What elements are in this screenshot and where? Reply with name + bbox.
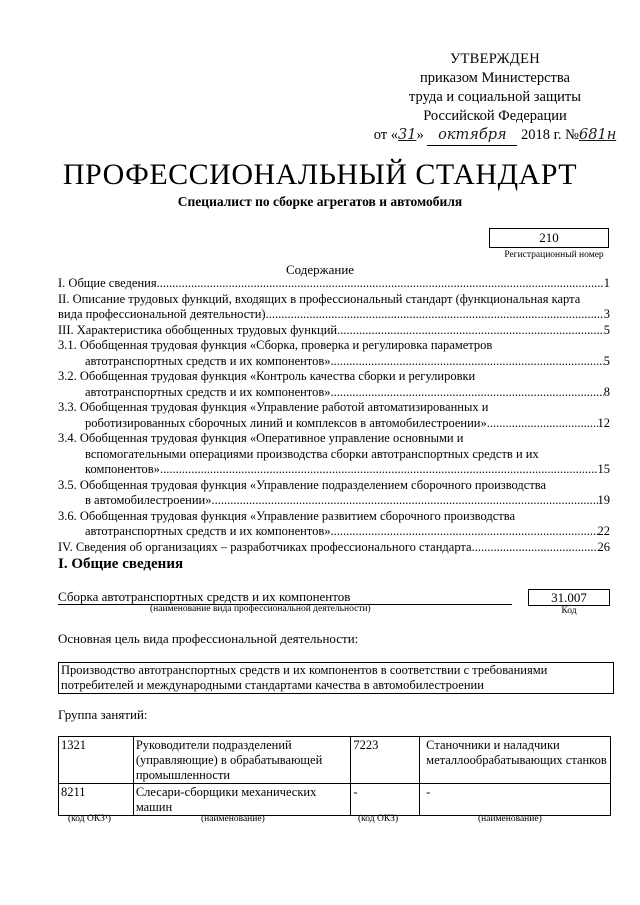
approval-date-line [360,126,630,146]
okz-code-cell: - [351,784,420,816]
okz-code-cell: 8211 [59,784,134,816]
okz-code-cell: 7223 [351,737,420,784]
registration-label: Регистрационный номер [504,250,604,260]
toc-item[interactable]: 3.5. Обобщенная трудовая функция «Управление подразделением сборочного производства в автомобилестроении» ..... 19 [58,478,610,509]
document-subtitle: Специалист по сборке агрегатов и автомобиля [177,194,463,209]
table-row [59,784,611,816]
table-of-contents [58,276,610,555]
activity-code-value: 31.007 [528,589,610,606]
toc-item[interactable]: 3.2. Обобщенная трудовая функция «Контроль качества сборки и регулировки автотранспортных средств и их компонентов» ..... 8 [58,369,610,400]
contents-heading: Содержание [285,262,355,277]
occupation-name-cell: Слесари-сборщики механических машин [133,784,351,816]
okz-code-cell: 1321 [59,737,134,784]
toc-item[interactable]: IV. Сведения об организациях – разработчиках профессионального стандарта ..... 26 [58,540,610,556]
caption-name: (наименование) [201,814,265,824]
goal-box [58,662,614,694]
section-heading: I. Общие сведения [58,556,184,572]
date-prefix: от « [373,127,399,143]
registration-number: 210 [489,228,609,248]
occupation-group-label: Группа занятий: [58,707,148,722]
order-number: 681н [579,127,617,143]
caption-okz-code-2: (код ОКЗ) [358,814,399,824]
occupation-name-cell: - [420,784,611,816]
toc-item[interactable]: 3.6. Обобщенная трудовая функция «Управление развитием сборочного производства автотранспортных средств и их компонентов» ..... 22 [58,509,610,540]
toc-item[interactable]: 3.3. Обобщенная трудовая функция «Управление работой автоматизированных и роботизированных сборочных линий и комплексов в автомобилестроении» ..... 12 [58,400,610,431]
activity-kind-value: Сборка автотранспортных средств и их компонентов [58,589,351,604]
activity-code-caption: Код [561,606,577,616]
date-year: 2018 г. № [520,127,580,143]
date-day: 31 [398,127,417,143]
table-row [59,737,611,784]
toc-item[interactable]: III. Характеристика обобщенных трудовых функций ..... 5 [58,323,610,339]
caption-okz-code: (код ОКЗ¹) [68,814,111,824]
document-title: ПРОФЕССИОНАЛЬНЫЙ СТАНДАРТ [62,158,578,191]
date-month: октября [427,126,517,146]
goal-line: Производство автотранспортных средств и их компонентов в соответствии с требованиями [61,663,548,677]
approval-line-order: приказом Министерства [420,70,570,86]
activity-kind-caption: (наименование вида профессиональной деятельности) [150,604,371,614]
occupation-name-cell: Руководители подразделений (управляющие) в обрабатывающей промышленности [133,737,351,784]
goal-label: Основная цель вида профессиональной деятельности: [58,631,359,646]
occupation-table [58,736,611,816]
approval-title: УТВЕРЖДЕН [449,51,541,67]
caption-name-2: (наименование) [478,814,542,824]
goal-line: потребителей и международными стандартами качества в автомобилестроении [61,678,484,692]
toc-item[interactable]: 3.4. Обобщенная трудовая функция «Оперативное управление основными и вспомогательными операциями производства сборки автотранспортных средств и их компонентов» ..... 15 [58,431,610,478]
toc-item[interactable]: 3.1. Обобщенная трудовая функция «Сборка, проверка и регулировка параметров автотранспортных средств и их компонентов» ..... 5 [58,338,610,369]
toc-item[interactable]: I. Общие сведения ..... 1 [58,276,610,292]
approval-line-country: Российской Федерации [423,108,567,124]
approval-block [360,50,630,146]
toc-item[interactable]: II. Описание трудовых функций, входящих в профессиональный стандарт (функциональная карта вида профессиональной деятельности) ..... 3 [58,292,610,323]
approval-line-ministry: труда и социальной защиты [409,89,581,105]
occupation-name-cell: Станочники и наладчики металлообрабатывающих станков [420,737,611,784]
date-mid: » [416,127,424,143]
